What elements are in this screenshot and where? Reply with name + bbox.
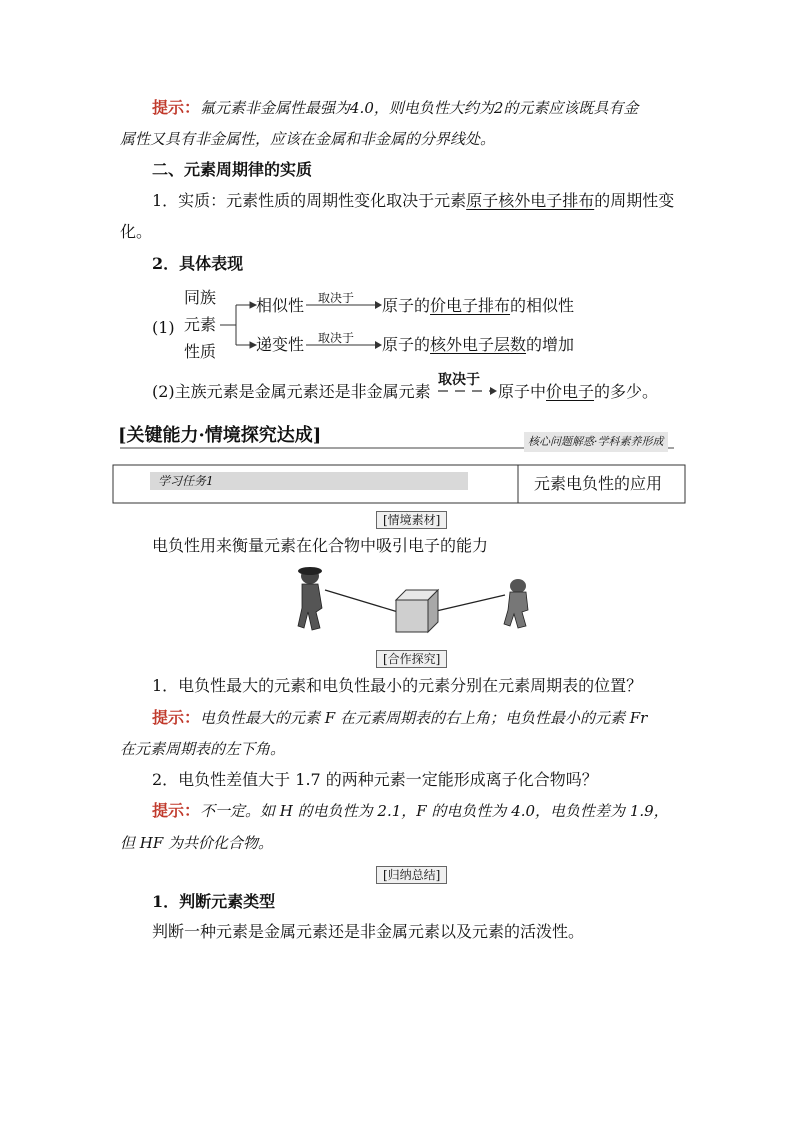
item2-2-suffix <box>498 382 658 402</box>
banner-title: [关键能力·情境探究达成] <box>118 425 322 446</box>
item2-2-arrow-label: 取决于 <box>438 372 480 388</box>
section-title: 二、元素周期律的实质 <box>152 160 313 179</box>
arrow1-label: 取决于 <box>318 291 355 305</box>
answer-1 <box>152 708 647 728</box>
branch2-label: 递变性 <box>256 335 305 354</box>
answer-1-text: 电负性最大的元素 F 在元素周期表的右上角；电负性最小的元素 Fr <box>200 709 648 727</box>
answer-2-line2: 但 HF 为共价化合物。 <box>120 834 274 852</box>
context-text: 电负性用来衡量元素在化合物中吸引电子的能力 <box>152 536 489 555</box>
question-2: 2．电负性差值大于 1.7 的两种元素一定能形成离子化合物吗？ <box>152 770 598 789</box>
branch1-result <box>382 296 574 316</box>
task-title: 元素电负性的应用 <box>534 474 663 493</box>
item1-suffix: 的周期性变 <box>594 191 675 210</box>
item1-line2: 化。 <box>120 222 153 241</box>
hint-text: 氟元素非金属性最强为4.0，则电负性大约为2的元素应该既具有金 <box>200 99 639 117</box>
diagram-number: (1) <box>152 318 175 337</box>
item2-title: 2．具体表现 <box>152 254 244 273</box>
diagram-left-3: 性质 <box>184 342 217 361</box>
summary-1-text: 判断一种元素是金属元素还是非金属元素以及元素的活泼性。 <box>152 922 585 941</box>
summary-tag: [归纳总结] <box>376 866 447 884</box>
task-label: 学习任务1 <box>158 474 214 488</box>
branch2-underlined: 核外电子层数 <box>430 335 527 354</box>
summary-1-title: 1．判断元素类型 <box>152 892 276 911</box>
answer-1-line2: 在元素周期表的左下角。 <box>120 740 286 758</box>
item1-underlined: 原子核外电子排布 <box>466 191 595 210</box>
context-tag: [情境素材] <box>376 511 447 529</box>
branch2-suffix: 的增加 <box>526 335 575 354</box>
branch1-prefix: 原子的 <box>382 296 431 315</box>
branch1-suffix: 的相似性 <box>510 296 575 315</box>
branch1-label: 相似性 <box>256 296 305 315</box>
hint-label: 提示： <box>152 801 201 820</box>
item2-2-suffix1: 原子中 <box>498 382 547 401</box>
branch2-result <box>382 335 574 355</box>
arrow2-label: 取决于 <box>318 331 355 345</box>
item2-2-suffix2: 的多少。 <box>594 382 659 401</box>
item2-2-underlined: 价电子 <box>546 382 595 401</box>
item2-2-prefix: (2)主族元素是金属元素还是非金属元素 <box>152 382 431 401</box>
answer-2 <box>152 801 669 821</box>
branch2-prefix: 原子的 <box>382 335 431 354</box>
hint-label: 提示： <box>152 708 201 727</box>
coop-tag: [合作探究] <box>376 650 447 668</box>
hint-text-line2: 属性又具有非金属性，应该在金属和非金属的分界线处。 <box>120 130 496 148</box>
branch1-underlined: 价电子排布 <box>430 296 511 315</box>
question-1: 1．电负性最大的元素和电负性最小的元素分别在元素周期表的位置？ <box>152 676 643 695</box>
diagram-left-1: 同族 <box>184 288 217 307</box>
item1-prefix: 1．实质：元素性质的周期性变化取决于元素 <box>152 191 467 210</box>
banner-right: 核心问题解惑·学科素养形成 <box>524 432 668 452</box>
hint-label: 提示： <box>152 98 201 117</box>
diagram-left-2: 元素 <box>184 315 217 334</box>
answer-2-text: 不一定。如 H 的电负性为 2.1，F 的电负性为 4.0，电负性差为 1.9， <box>200 802 669 820</box>
